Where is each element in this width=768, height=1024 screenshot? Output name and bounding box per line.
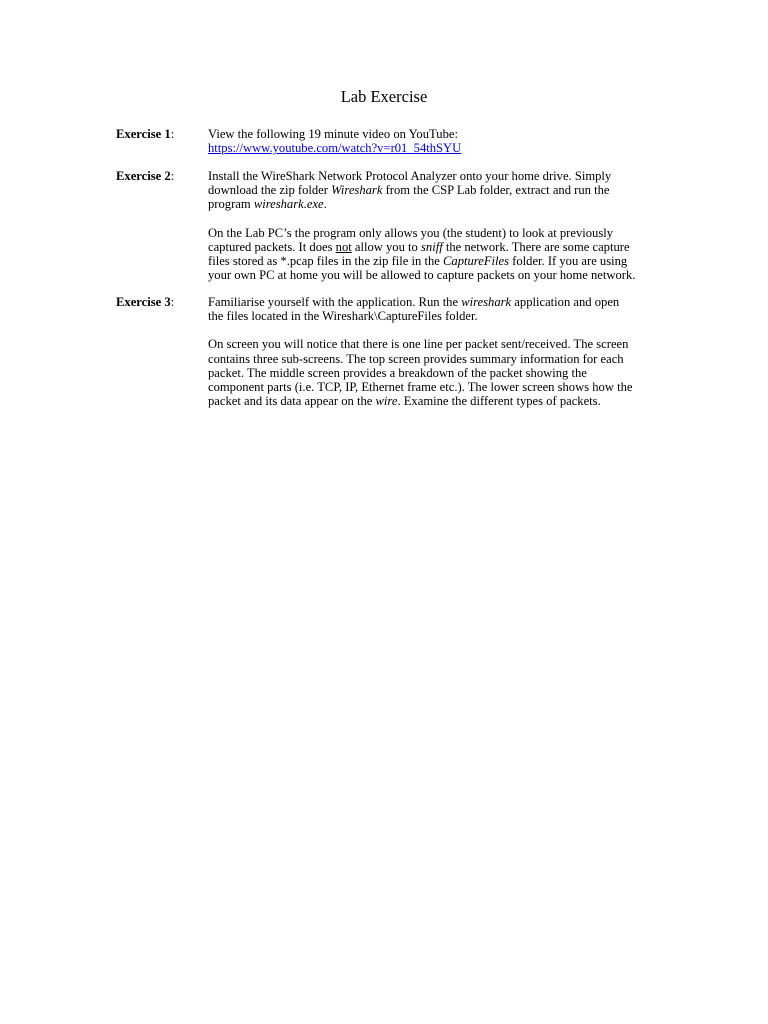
exercise-2-paragraph-2: On the Lab PC’s the program only allows you (the student) to look at previously captured packets. It does not allow you to sniff the network. There are some capture files stored as *.pcap files in the zip file in the CaptureFiles folder. If you are using your own PC at home you will be allowed to capture packets on your home network. xyxy=(208,225,636,283)
document-title: Lab Exercise xyxy=(340,87,428,106)
exercise-3-paragraph-1: Familiarise yourself with the application. Run the wireshark application and open the files located in the Wireshark\CaptureFiles folder. xyxy=(208,295,620,324)
exercise-3-paragraph-2: On screen you will notice that there is one line per packet sent/received. The screen contains three sub-screens. The top screen provides summary information for each packet. The middle screen provides a breakdown of the packet showing the component parts (i.e. TCP, IP, Ethernet frame etc.). The lower screen shows how the packet and its data appear on the wire. Examine the different types of packets. xyxy=(208,337,633,409)
exercise-2-paragraph-1: Install the WireShark Network Protocol Analyzer onto your home drive. Simply download the zip folder Wireshark from the CSP Lab folder, extract and run the program wireshark.exe. xyxy=(208,169,612,212)
exercise-1-text: View the following 19 minute video on YouTube: xyxy=(208,127,458,141)
youtube-link[interactable]: https://www.youtube.com/watch?v=r01_54thSYU xyxy=(208,141,462,156)
exercise-3-body xyxy=(208,295,663,422)
exercise-1-body xyxy=(208,127,663,155)
exercise-2-label: Exercise 2: xyxy=(116,169,175,183)
exercise-2-body xyxy=(208,169,663,296)
exercise-3-label: Exercise 3: xyxy=(116,295,175,309)
exercise-1-label: Exercise 1: xyxy=(116,127,175,141)
